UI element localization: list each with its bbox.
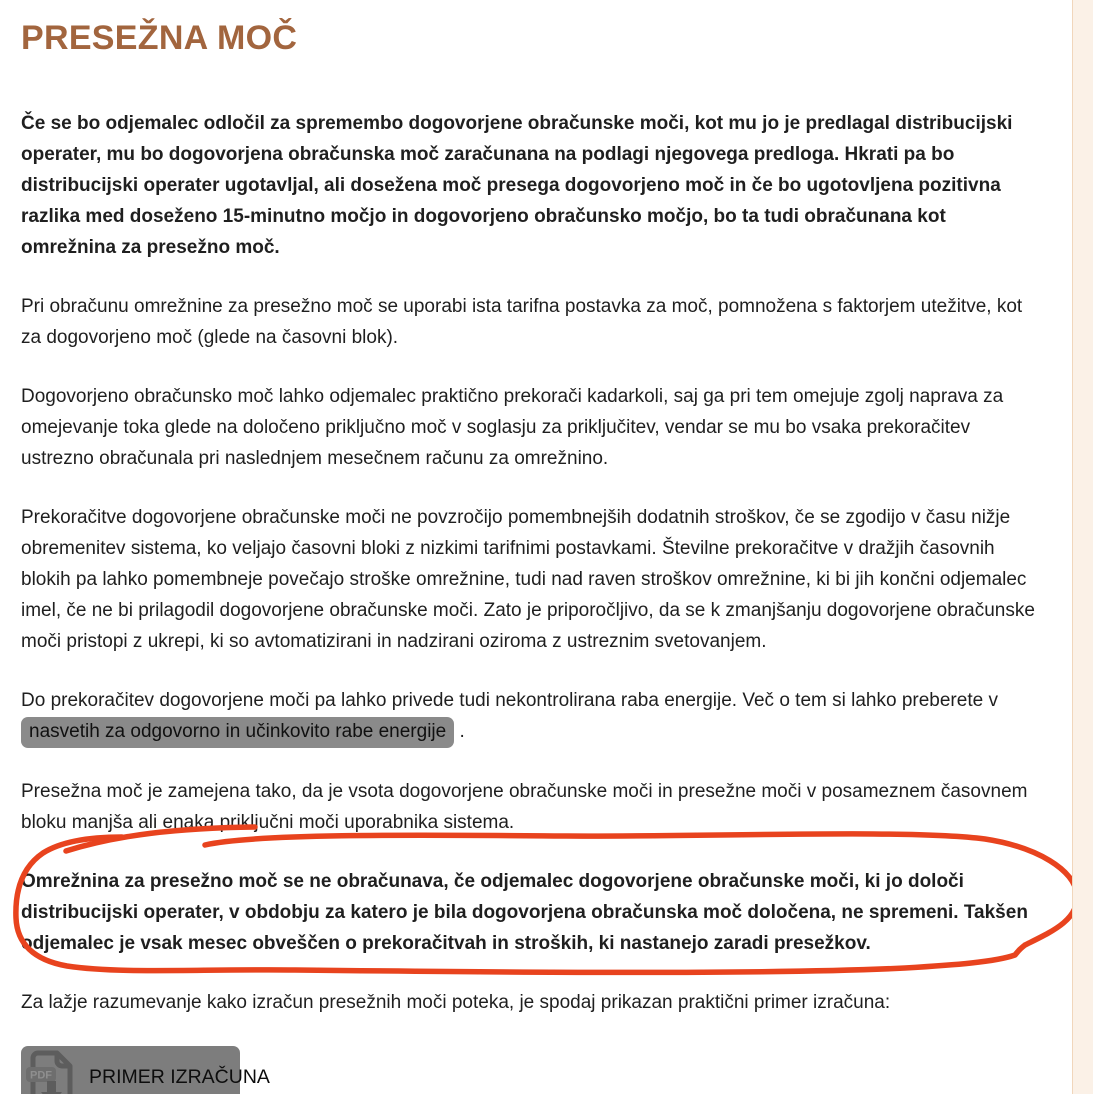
pdf-button-label: PRIMER IZRAČUNA	[89, 1065, 270, 1088]
paragraph-outro: Za lažje razumevanje kako izračun presežnih moči poteka, je spodaj prikazan praktični primer izračuna:	[21, 992, 891, 1013]
energy-advice-link[interactable]: nasvetih za odgovorno in učinkovito rabe energije	[21, 717, 454, 748]
paragraph-zamejena: Presežna moč je zamejena tako, da je vsota dogovorjene obračunske moči in presežne moči v posameznem časovnem bloku manjša ali enaka priključni moči uporabnika sistema.	[21, 781, 1028, 833]
page-title: PRESEŽNA MOČ	[21, 19, 298, 57]
paragraph-intro: Če se bo odjemalec odločil za spremembo dogovorjene obračunske moči, kot mu jo je predlagal distribucijski operater, mu bo dogovorjena obračunska moč zaračunana na podlagi njegovega predloga. Hkrati pa bo distribucijski operater ugotavljal, ali dosežena moč presega dogovorjeno moč in če bo ugotovljena pozitivna razlika med doseženo 15-minutno močjo in dogovorjeno obračunsko močjo, bo ta tudi obračunana kot omrežnina za presežno moč.	[21, 113, 1013, 258]
annotated-paragraph-container	[21, 866, 1040, 959]
pdf-example-button[interactable]	[21, 1046, 270, 1094]
pdf-download-icon	[23, 1048, 81, 1094]
paragraph-prekoracitev-kadarkoli: Dogovorjeno obračunsko moč lahko odjemalec praktično prekorači kadarkoli, saj ga pri tem omejuje zgolj naprava za omejevanje toka glede na določeno priključno moč v soglasju za priključitev, vendar se mu bo vsaka prekoračitev ustrezno obračunala pri naslednjem mesečnem računu za omrežnino.	[21, 386, 1004, 469]
link-paragraph-before-text: Do prekoračitev dogovorjene moči pa lahko privede tudi nekontrolirana raba energije. Več o tem si lahko preberete v	[21, 690, 998, 711]
paragraph-with-link	[21, 685, 1040, 748]
paragraph-tarifna-postavka: Pri obračunu omrežnine za presežno moč se uporabi ista tarifna postavka za moč, pomnožena s faktorjem utežitve, kot za dogovorjeno moč (glede na časovni blok).	[21, 296, 1023, 348]
paragraph-circled: Omrežnina za presežno moč se ne obračunava, če odjemalec dogovorjene obračunske moči, ki jo določi distribucijski operater, v obdobju za katero je bila dogovorjena obračunska moč določena, ne spremeni. Takšen odjemalec je vsak mesec obveščen o prekoračitvah in stroških, ki nastanejo zaradi presežkov.	[21, 871, 1028, 954]
paragraph-stroski: Prekoračitve dogovorjene obračunske moči ne povzročijo pomembnejših dodatnih stroškov, če se zgodijo v času nižje obremenitev sistema, ko veljajo časovni bloki z nizkimi tarifnimi postavkami. Številne prekoračitve v dražjih časovnih blokih pa lahko pomembneje povečajo stroške omrežnine, tudi nad raven stroškov omrežnine, ki bi jih končni odjemalec imel, če ne bi prilagodil dogovorjene obračunske moči. Zato je priporočljivo, da se k zmanjšanju dogovorjene obračunske moči pristopi z ukrepi, ki so avtomatizirani in nadzirani oziroma z ustreznim svetovanjem.	[21, 507, 1035, 652]
link-paragraph-after-text: .	[454, 721, 465, 742]
svg-text:PDF: PDF	[30, 1069, 52, 1082]
